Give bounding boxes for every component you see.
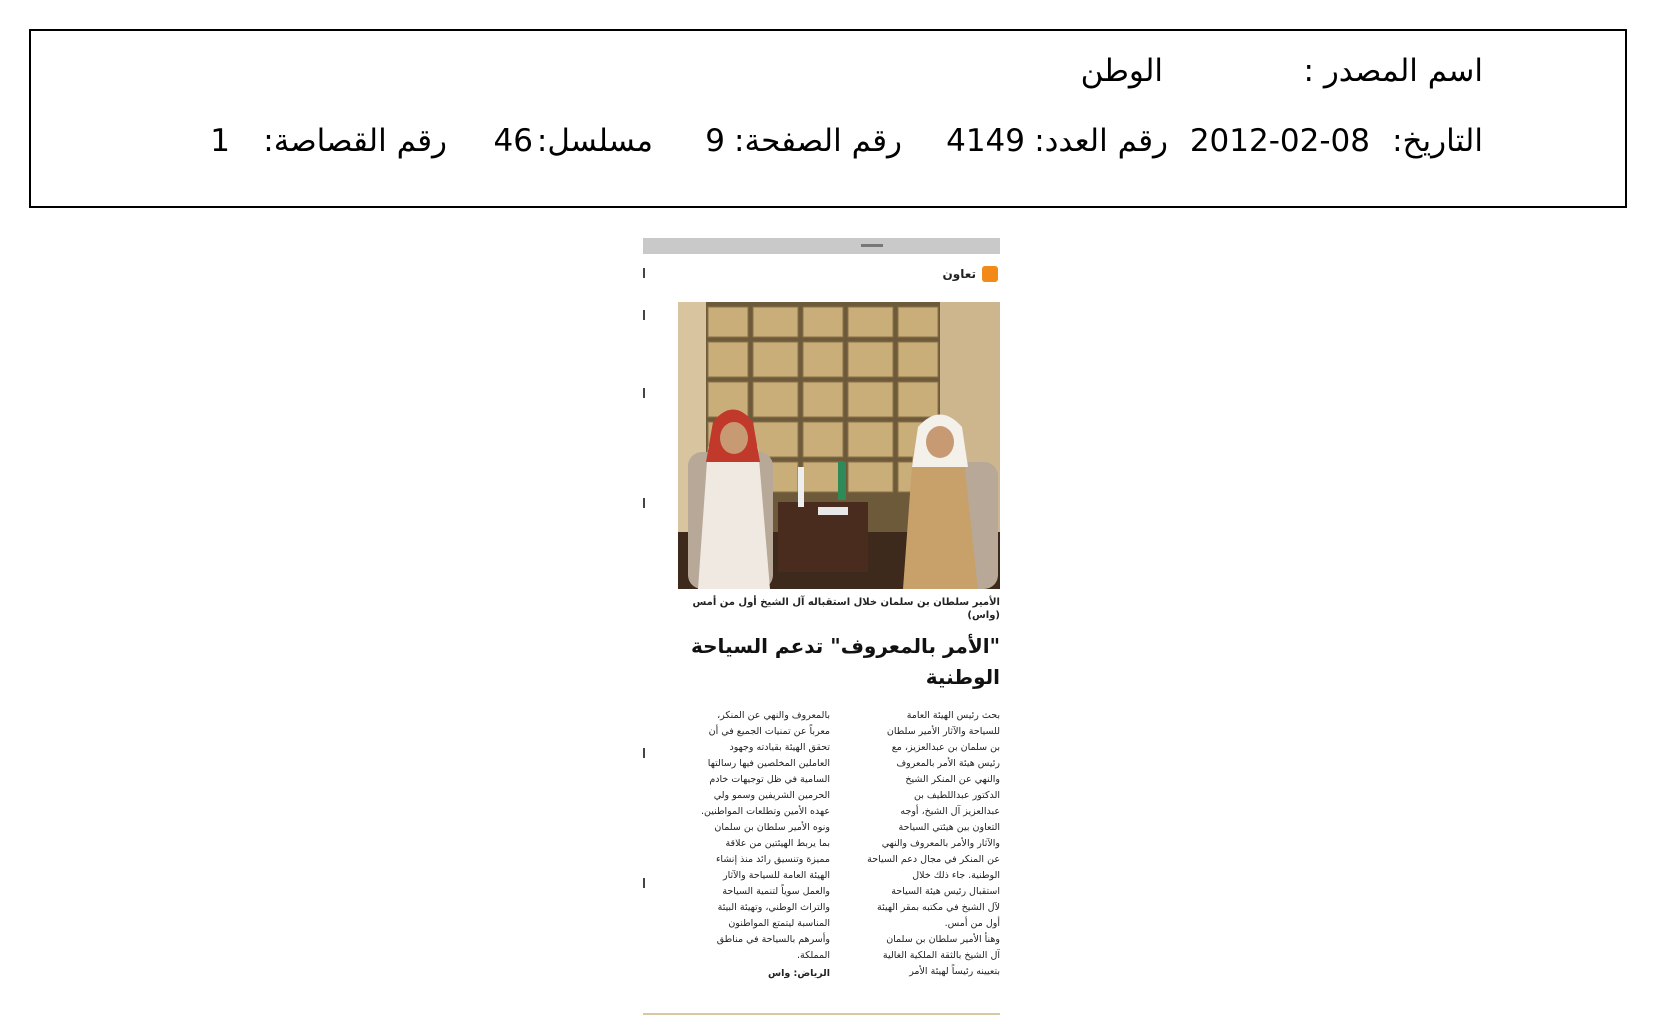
body-line: آل الشيخ بالثقة الملكية الغالية (882, 950, 1000, 961)
body-line: بحث رئيس الهيئة العامة (906, 710, 1000, 721)
body-line: رئيس هيئة الأمر بالمعروف (896, 758, 1000, 769)
body-line: أول من أمس. (944, 918, 1000, 929)
body-line: السامية في ظل توجيهات خادم (709, 774, 830, 785)
date-label: التاريخ: (1392, 123, 1483, 159)
article-photo (678, 302, 1000, 589)
section-square-icon (982, 266, 998, 282)
body-line: والآثار والأمر بالمعروف والنهي (881, 838, 1000, 849)
cropped-header-glyph (861, 238, 883, 247)
column-rule-marks (643, 268, 645, 1008)
caption-credit: (واس) (967, 610, 1000, 621)
newspaper-clipping (643, 238, 1000, 1018)
photo-caption (678, 596, 1000, 622)
clipping-top-bar (643, 238, 1000, 254)
headline-line-1: "الأمر بالمعروف" تدعم السياحة (691, 634, 1000, 658)
section-label: تعاون (942, 267, 976, 281)
serial-label: مسلسل: (536, 123, 653, 159)
clip-number-value: 1 (210, 123, 230, 159)
body-line: بالمعروف والنهي عن المنكر، (717, 710, 830, 721)
clip-number-label: رقم القصاصة: (263, 123, 447, 159)
source-label: اسم المصدر : (1303, 53, 1483, 89)
body-line: بما يربط الهيئتين من علاقة (725, 838, 830, 849)
body-line: لآل الشيخ في مكتبه بمقر الهيئة (877, 902, 1000, 913)
body-column-left (678, 708, 830, 982)
article-headline (678, 631, 1000, 693)
body-line: تحقق الهيئة بقيادته وجهود (729, 742, 830, 753)
article-byline: الرياض: واس (767, 968, 830, 979)
body-line: الدكتور عبداللطيف بن (913, 790, 1000, 801)
issue-value: 4149 (946, 123, 1025, 159)
page-label: رقم الصفحة: (734, 123, 902, 159)
meeting-photo-illustration (678, 302, 1000, 589)
body-line: استقبال رئيس هيئة السياحة (891, 886, 1000, 897)
body-line: للسياحة والآثار الأمير سلطان (886, 726, 1000, 737)
section-tag (943, 266, 999, 282)
body-line: بتعيينه رئيساً لهيئة الأمر (909, 966, 1000, 977)
body-line: والعمل سوياً لتنمية السياحة (722, 886, 830, 897)
body-line: الهيئة العامة للسياحة والآثار (722, 870, 830, 881)
body-line: المملكة. (796, 950, 830, 961)
body-line: والتراث الوطني، وتهيئة البيئة (717, 902, 830, 913)
body-line: العاملين المخلصين فيها رسالتها (707, 758, 830, 769)
headline-line-2: الوطنية (925, 665, 1000, 689)
source-value: الوطن (1080, 53, 1163, 89)
body-line: معرباً عن تمنيات الجميع في أن (708, 726, 830, 737)
body-line: وهنأ الأمير سلطان بن سلمان (886, 934, 1000, 945)
body-line: الوطنية. جاء ذلك خلال (912, 870, 1000, 881)
body-line: التعاون بين هيئتي السياحة (898, 822, 1000, 833)
body-line: عبدالعزيز آل الشيخ، أوجه (900, 806, 1000, 817)
body-line: ونوه الأمير سلطان بن سلمان (714, 822, 830, 833)
body-line: والنهي عن المنكر الشيخ (905, 774, 1000, 785)
body-line: الحرمين الشريفين وسمو ولي (713, 790, 830, 801)
caption-text: الأمير سلطان بن سلمان خلال استقباله آل الشيخ أول من أمس (692, 597, 1000, 608)
body-line: بن سلمان بن عبدالعزيز، مع (891, 742, 1000, 753)
body-line: عن المنكر في مجال دعم السياحة (867, 854, 1000, 865)
clipping-bottom-rule (643, 1013, 1000, 1015)
date-value: 2012-02-08 (1189, 123, 1370, 159)
serial-value: 46 (493, 123, 533, 159)
page-value: 9 (705, 123, 725, 159)
body-line: وأسرهم بالسياحة في مناطق (716, 934, 830, 945)
body-line: مميزة وتنسيق رائد منذ إنشاء (715, 854, 830, 865)
document-header (29, 29, 1627, 208)
body-column-right (848, 708, 1000, 980)
issue-label: رقم العدد: (1034, 123, 1168, 159)
body-line: المناسبة ليتمتع المواطنون (728, 918, 830, 929)
body-line: عهده الأمين وتطلعات المواطنين. (700, 806, 830, 817)
